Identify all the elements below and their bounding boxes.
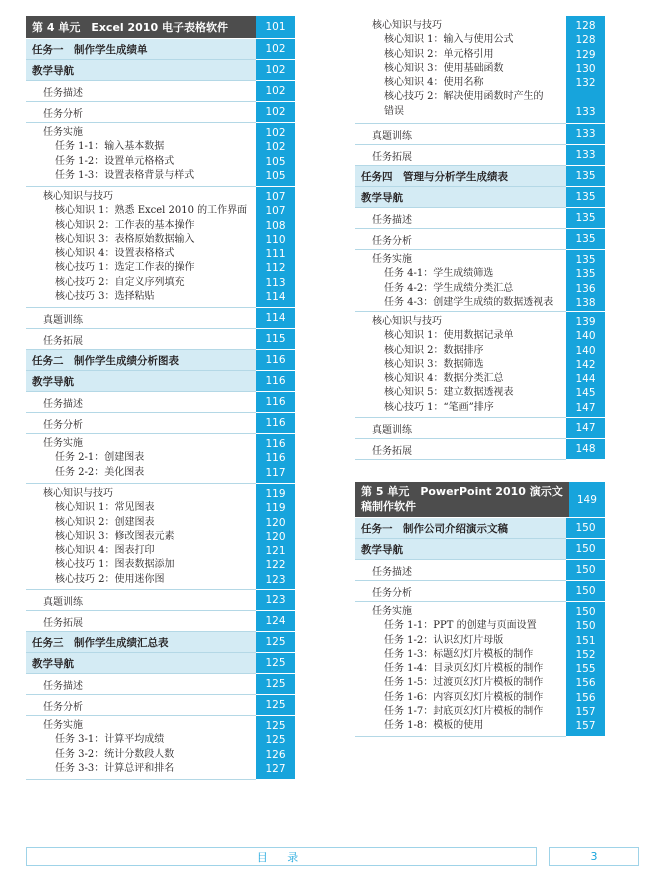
toc-sub-entry-page: 107 bbox=[265, 205, 286, 218]
toc-sub-entry-page: 111 bbox=[265, 248, 286, 261]
toc-row-section[interactable] bbox=[355, 418, 605, 439]
toc-entry-title bbox=[355, 602, 566, 736]
toc-page-number bbox=[566, 602, 605, 737]
toc-entry-title: 任务描述 bbox=[43, 680, 83, 692]
toc-entry-title: 任务二 制作学生成绩分析图表 bbox=[32, 354, 179, 367]
toc-entry-title bbox=[26, 123, 256, 186]
toc-sub-entry[interactable]: 任务 2-2：美化图表 bbox=[55, 466, 145, 478]
toc-sub-entry[interactable]: 核心知识 3：数据筛选 bbox=[384, 358, 484, 370]
toc-row-section[interactable] bbox=[26, 695, 295, 716]
toc-block-heading: 任务实施 bbox=[43, 438, 83, 449]
toc-sub-entry[interactable]: 核心知识 5：建立数据透视表 bbox=[384, 387, 514, 399]
toc-row-task[interactable] bbox=[26, 39, 295, 60]
toc-sub-entry-page: 140 bbox=[575, 344, 596, 357]
toc-entry-title: 教学导航 bbox=[361, 543, 403, 556]
toc-entry-title: 真题训练 bbox=[372, 424, 412, 436]
toc-row-nav[interactable] bbox=[355, 539, 605, 560]
toc-page-number: 147 bbox=[566, 418, 605, 439]
toc-entry-title: 教学导航 bbox=[32, 375, 74, 388]
toc-block-heading-page: 150 bbox=[575, 606, 596, 618]
toc-page-number: 125 bbox=[256, 632, 295, 653]
toc-entry-title: 任务分析 bbox=[372, 235, 412, 247]
toc-sub-entry[interactable]: 核心技巧 1：图表数据添加 bbox=[55, 559, 175, 571]
toc-entry-title: 任务四 管理与分析学生成绩表 bbox=[361, 170, 508, 183]
toc-sub-entry-page: 121 bbox=[265, 545, 286, 558]
toc-page-number: 123 bbox=[256, 590, 295, 611]
toc-entry-title bbox=[26, 434, 256, 483]
toc-sub-entry-page: 136 bbox=[575, 282, 596, 295]
toc-sub-entry[interactable]: 核心知识 2：数据排序 bbox=[384, 344, 484, 356]
toc-entry-title: 教学导航 bbox=[361, 191, 403, 204]
toc-sub-entry[interactable]: 任务 1-7：封底页幻灯片模板的制作 bbox=[384, 706, 544, 718]
toc-sub-entry-page: 135 bbox=[575, 268, 596, 281]
toc-right-column bbox=[355, 16, 605, 737]
toc-block-heading-page: 135 bbox=[575, 254, 596, 266]
toc-sub-entry-page: 130 bbox=[575, 62, 596, 75]
toc-entry-title: 任务分析 bbox=[43, 419, 83, 431]
toc-sub-entry-page: 147 bbox=[575, 401, 596, 414]
toc-sub-entry[interactable]: 核心知识 1：熟悉 Excel 2010 的工作界面 bbox=[55, 205, 248, 217]
toc-row-unit2[interactable] bbox=[355, 482, 605, 518]
toc-sub-entry[interactable]: 核心知识 1：输入与使用公式 bbox=[384, 34, 514, 46]
toc-page-number: 114 bbox=[256, 308, 295, 329]
toc-sub-entry-page: 142 bbox=[575, 358, 596, 371]
toc-entry-title bbox=[355, 250, 566, 311]
toc-sub-entry-page: 108 bbox=[265, 219, 286, 232]
toc-row-block[interactable] bbox=[26, 434, 295, 484]
toc-block-heading-page: 119 bbox=[265, 488, 286, 500]
toc-row-nav[interactable] bbox=[26, 60, 295, 81]
toc-page-number: 116 bbox=[256, 392, 295, 413]
toc-sub-entry-page: 102 bbox=[265, 141, 286, 154]
toc-row-section[interactable] bbox=[26, 611, 295, 632]
toc-sub-entry[interactable]: 核心知识 3：表格原始数据输入 bbox=[55, 233, 195, 245]
toc-sub-entry-page: 157 bbox=[575, 720, 596, 733]
toc-sub-entry-page: 126 bbox=[265, 748, 286, 761]
toc-sub-entry[interactable]: 任务 1-2：设置单元格格式 bbox=[55, 155, 175, 167]
toc-page-number: 125 bbox=[256, 653, 295, 674]
toc-page-number: 150 bbox=[566, 560, 605, 581]
toc-entry-title bbox=[355, 16, 566, 123]
toc-sub-entry-page: 155 bbox=[575, 663, 596, 676]
toc-entry-title: 教学导航 bbox=[32, 657, 74, 670]
toc-block-heading-page: 107 bbox=[265, 191, 286, 203]
toc-sub-entry[interactable]: 任务 1-2：认识幻灯片母版 bbox=[384, 634, 504, 646]
toc-sub-entry[interactable]: 核心知识 4：设置表格格式 bbox=[55, 248, 175, 260]
toc-row-nav[interactable] bbox=[355, 187, 605, 208]
toc-sub-entry[interactable]: 核心知识 2：创建图表 bbox=[55, 516, 155, 528]
toc-block-heading: 核心知识与技巧 bbox=[372, 316, 442, 327]
toc-sub-entry-page: 129 bbox=[575, 48, 596, 61]
toc-sub-entry-page: 105 bbox=[265, 169, 286, 182]
toc-entry-title: 任务一 制作学生成绩单 bbox=[32, 43, 148, 56]
column-spacer bbox=[355, 460, 605, 482]
toc-sub-entry-page: 156 bbox=[575, 677, 596, 690]
toc-row-section[interactable] bbox=[26, 674, 295, 695]
toc-sub-entry-page: 113 bbox=[265, 276, 286, 289]
toc-sub-entry[interactable]: 核心知识 2：工作表的基本操作 bbox=[55, 219, 195, 231]
toc-row-block[interactable] bbox=[355, 602, 605, 737]
toc-page-number bbox=[566, 250, 605, 312]
toc-block-heading: 任务实施 bbox=[372, 606, 412, 617]
footer-page-number: 3 bbox=[549, 847, 639, 866]
toc-entry-title: 任务分析 bbox=[43, 108, 83, 120]
toc-page-number bbox=[256, 484, 295, 590]
toc-sub-entry[interactable]: 核心知识 1：使用数据记录单 bbox=[384, 330, 514, 342]
toc-sub-entry[interactable]: 任务 1-3：设置表格背景与样式 bbox=[55, 169, 195, 181]
toc-entry-title: 任务描述 bbox=[43, 87, 83, 99]
toc-sub-entry[interactable]: 核心技巧 2：自定义序列填充 bbox=[55, 276, 185, 288]
toc-block-heading-page: 125 bbox=[265, 720, 286, 732]
toc-row-block[interactable] bbox=[26, 123, 295, 187]
toc-page-number: 135 bbox=[566, 187, 605, 208]
toc-sub-entry-page: 117 bbox=[265, 466, 286, 479]
toc-entry-title bbox=[26, 484, 256, 589]
toc-sub-entry-page: 140 bbox=[575, 330, 596, 343]
toc-page-number: 133 bbox=[566, 124, 605, 145]
toc-sub-entry-page: 133 bbox=[575, 105, 596, 118]
toc-sub-entry-page: 152 bbox=[575, 648, 596, 661]
toc-sub-entry[interactable]: 任务 1-1：PPT 的创建与页面设置 bbox=[384, 620, 537, 632]
toc-sub-entry[interactable]: 核心知识 4：数据分类汇总 bbox=[384, 373, 504, 385]
toc-row-section[interactable] bbox=[355, 229, 605, 250]
toc-entry-title: 任务一 制作公司介绍演示文稿 bbox=[361, 522, 508, 535]
toc-page-number: 125 bbox=[256, 695, 295, 716]
toc-sub-entry[interactable]: 任务 4-2：学生成绩分类汇总 bbox=[384, 282, 514, 294]
toc-page-number: 150 bbox=[566, 518, 605, 539]
toc-sub-entry[interactable]: 任务 2-1：创建图表 bbox=[55, 452, 145, 464]
toc-sub-entry-page: 150 bbox=[575, 620, 596, 633]
toc-sub-entry-page: 145 bbox=[575, 387, 596, 400]
toc-row-block[interactable] bbox=[26, 187, 295, 308]
toc-page-number: 135 bbox=[566, 229, 605, 250]
toc-page-number: 102 bbox=[256, 81, 295, 102]
toc-row-block[interactable] bbox=[355, 16, 605, 124]
toc-entry-title: 任务分析 bbox=[43, 701, 83, 713]
toc-entry-title bbox=[355, 312, 566, 417]
toc-sub-entry[interactable]: 核心技巧 1：选定工作表的操作 bbox=[55, 262, 195, 274]
toc-page-number: 135 bbox=[566, 166, 605, 187]
toc-entry-title: 任务拓展 bbox=[372, 151, 412, 163]
toc-sub-entry[interactable]: 任务 1-5：过渡页幻灯片模板的制作 bbox=[384, 677, 544, 689]
toc-sub-entry-page: 125 bbox=[265, 734, 286, 747]
toc-page-number bbox=[256, 187, 295, 308]
toc-sub-entry-page: 122 bbox=[265, 559, 286, 572]
toc-sub-entry[interactable]: 任务 4-1：学生成绩筛选 bbox=[384, 268, 494, 280]
toc-row-section[interactable] bbox=[26, 102, 295, 123]
toc-sub-entry-page: 105 bbox=[265, 155, 286, 168]
unit-title-line: 第 5 单元 PowerPoint 2010 演示文 bbox=[361, 485, 563, 499]
toc-row-nav[interactable] bbox=[26, 653, 295, 674]
toc-row-block[interactable] bbox=[355, 250, 605, 312]
toc-sub-entry[interactable]: 核心技巧 1：“笔画”排序 bbox=[384, 401, 494, 413]
toc-page-number: 150 bbox=[566, 581, 605, 602]
toc-sub-entry[interactable]: 核心知识 1：常见图表 bbox=[55, 502, 155, 514]
toc-sub-entry[interactable]: 核心知识 3：使用基础函数 bbox=[384, 62, 504, 74]
toc-page-number bbox=[256, 716, 295, 780]
toc-sub-entry-page: 127 bbox=[265, 762, 286, 775]
unit-title-line: 稿制作软件 bbox=[361, 499, 416, 513]
toc-page-number: 149 bbox=[569, 482, 605, 518]
toc-page-number: 124 bbox=[256, 611, 295, 632]
toc-page-number bbox=[566, 16, 605, 124]
toc-block-heading-page: 102 bbox=[265, 127, 286, 139]
toc-sub-entry-page: 120 bbox=[265, 516, 286, 529]
toc-sub-entry-page: 132 bbox=[575, 77, 596, 90]
toc-block-heading: 任务实施 bbox=[372, 254, 412, 265]
toc-sub-entry[interactable]: 任务 1-6：内容页幻灯片模板的制作 bbox=[384, 691, 544, 703]
toc-sub-entry-page: 157 bbox=[575, 706, 596, 719]
toc-block-heading: 核心知识与技巧 bbox=[372, 20, 442, 31]
toc-entry-title: 任务拓展 bbox=[372, 445, 412, 457]
toc-row-section[interactable] bbox=[26, 81, 295, 102]
toc-sub-entry-page: 114 bbox=[265, 291, 286, 304]
toc-page-number: 116 bbox=[256, 350, 295, 371]
toc-row-unit[interactable] bbox=[26, 16, 295, 39]
toc-block-heading-page: 139 bbox=[575, 316, 596, 328]
toc-block-heading: 任务实施 bbox=[43, 720, 83, 731]
toc-row-section[interactable] bbox=[26, 329, 295, 350]
toc-sub-entry-page: 110 bbox=[265, 233, 286, 246]
toc-row-section[interactable] bbox=[26, 308, 295, 329]
toc-sub-entry[interactable]: 核心知识 3：修改图表元素 bbox=[55, 530, 175, 542]
toc-row-task[interactable] bbox=[355, 518, 605, 539]
toc-page-number: 135 bbox=[566, 208, 605, 229]
toc-entry-title: 任务拓展 bbox=[43, 335, 83, 347]
toc-row-task[interactable] bbox=[26, 350, 295, 371]
toc-page-number: 116 bbox=[256, 371, 295, 392]
toc-sub-entry[interactable]: 任务 1-4：目录页幻灯片模板的制作 bbox=[384, 663, 544, 675]
toc-entry-title: 真题训练 bbox=[43, 596, 83, 608]
toc-row-nav[interactable] bbox=[26, 371, 295, 392]
toc-sub-entry[interactable]: 核心技巧 2：使用迷你图 bbox=[55, 573, 165, 585]
toc-row-section[interactable] bbox=[355, 145, 605, 166]
toc-page-number: 125 bbox=[256, 674, 295, 695]
toc-block-heading: 核心知识与技巧 bbox=[43, 191, 113, 202]
toc-sub-entry-page: 116 bbox=[265, 452, 286, 465]
toc-sub-entry-page: 112 bbox=[265, 262, 286, 275]
toc-row-block[interactable] bbox=[26, 716, 295, 780]
toc-sub-entry[interactable]: 核心知识 4：图表打印 bbox=[55, 545, 155, 557]
toc-sub-entry[interactable]: 核心知识 4：使用名称 bbox=[384, 77, 484, 89]
toc-sub-entry[interactable]: 任务 1-1：输入基本数据 bbox=[55, 141, 165, 153]
toc-page-number: 101 bbox=[256, 16, 295, 39]
toc-row-task[interactable] bbox=[355, 166, 605, 187]
toc-entry-title: 真题训练 bbox=[372, 130, 412, 142]
toc-sub-entry-page: 119 bbox=[265, 502, 286, 515]
toc-entry-title: 第 4 单元 Excel 2010 电子表格软件 bbox=[32, 21, 228, 34]
toc-sub-entry[interactable]: 任务 1-8：模板的使用 bbox=[384, 720, 484, 732]
toc-sub-entry[interactable]: 核心技巧 2：解决使用函数时产生的 bbox=[384, 91, 544, 103]
toc-page-number: 133 bbox=[566, 145, 605, 166]
toc-sub-entry[interactable]: 任务 3-1：计算平均成绩 bbox=[55, 734, 165, 746]
toc-block-heading: 任务实施 bbox=[43, 127, 83, 138]
toc-page-number: 150 bbox=[566, 539, 605, 560]
toc-sub-entry[interactable]: 任务 3-2：统计分数段人数 bbox=[55, 748, 175, 760]
toc-entry-title: 任务三 制作学生成绩汇总表 bbox=[32, 636, 169, 649]
toc-row-section[interactable] bbox=[355, 208, 605, 229]
toc-row-section[interactable] bbox=[355, 124, 605, 145]
footer-section-label: 目 录 bbox=[26, 847, 537, 866]
toc-page-number: 116 bbox=[256, 413, 295, 434]
toc-sub-entry[interactable]: 任务 1-3：标题幻灯片模板的制作 bbox=[384, 648, 534, 660]
toc-entry-title: 任务描述 bbox=[43, 398, 83, 410]
toc-block-heading-page: 128 bbox=[575, 20, 596, 32]
toc-entry-title: 任务分析 bbox=[372, 587, 412, 599]
toc-page-number bbox=[566, 312, 605, 418]
toc-entry-title bbox=[26, 187, 256, 307]
toc-row-section[interactable] bbox=[26, 413, 295, 434]
toc-page-number: 102 bbox=[256, 102, 295, 123]
toc-entry-title: 任务描述 bbox=[372, 566, 412, 578]
toc-sub-entry-page: 144 bbox=[575, 373, 596, 386]
toc-sub-entry[interactable]: 错误 bbox=[384, 105, 404, 117]
toc-row-task[interactable] bbox=[26, 632, 295, 653]
toc-sub-entry-page: 156 bbox=[575, 691, 596, 704]
toc-left-column bbox=[26, 16, 295, 780]
toc-row-section[interactable] bbox=[355, 560, 605, 581]
toc-page-number: 102 bbox=[256, 60, 295, 81]
toc-sub-entry-page: 128 bbox=[575, 34, 596, 47]
toc-block-heading: 核心知识与技巧 bbox=[43, 488, 113, 499]
toc-entry-title: 任务拓展 bbox=[43, 617, 83, 629]
toc-entry-title bbox=[26, 716, 256, 779]
toc-page-number bbox=[256, 123, 295, 187]
toc-row-section[interactable] bbox=[26, 392, 295, 413]
toc-row-section[interactable] bbox=[355, 439, 605, 460]
toc-row-section[interactable] bbox=[26, 590, 295, 611]
toc-page-number bbox=[256, 434, 295, 484]
toc-entry-title: 真题训练 bbox=[43, 314, 83, 326]
toc-page-number: 148 bbox=[566, 439, 605, 460]
toc-entry-title: 教学导航 bbox=[32, 64, 74, 77]
toc-sub-entry-page: 138 bbox=[575, 296, 596, 309]
toc-entry-title bbox=[355, 482, 569, 517]
toc-entry-title: 任务描述 bbox=[372, 214, 412, 226]
toc-sub-entry-page: 120 bbox=[265, 530, 286, 543]
toc-sub-entry[interactable]: 核心知识 2：单元格引用 bbox=[384, 48, 494, 60]
toc-sub-entry[interactable]: 任务 4-3：创建学生成绩的数据透视表 bbox=[384, 296, 554, 308]
toc-page-number: 102 bbox=[256, 39, 295, 60]
toc-row-section[interactable] bbox=[355, 581, 605, 602]
toc-sub-entry[interactable]: 任务 3-3：计算总评和排名 bbox=[55, 762, 175, 774]
toc-page-number: 115 bbox=[256, 329, 295, 350]
toc-sub-entry-page: 151 bbox=[575, 634, 596, 647]
toc-block-heading-page: 116 bbox=[265, 438, 286, 450]
toc-row-block[interactable] bbox=[355, 312, 605, 418]
toc-sub-entry[interactable]: 核心技巧 3：选择粘贴 bbox=[55, 291, 155, 303]
toc-sub-entry-page: 123 bbox=[265, 573, 286, 586]
toc-row-block[interactable] bbox=[26, 484, 295, 590]
